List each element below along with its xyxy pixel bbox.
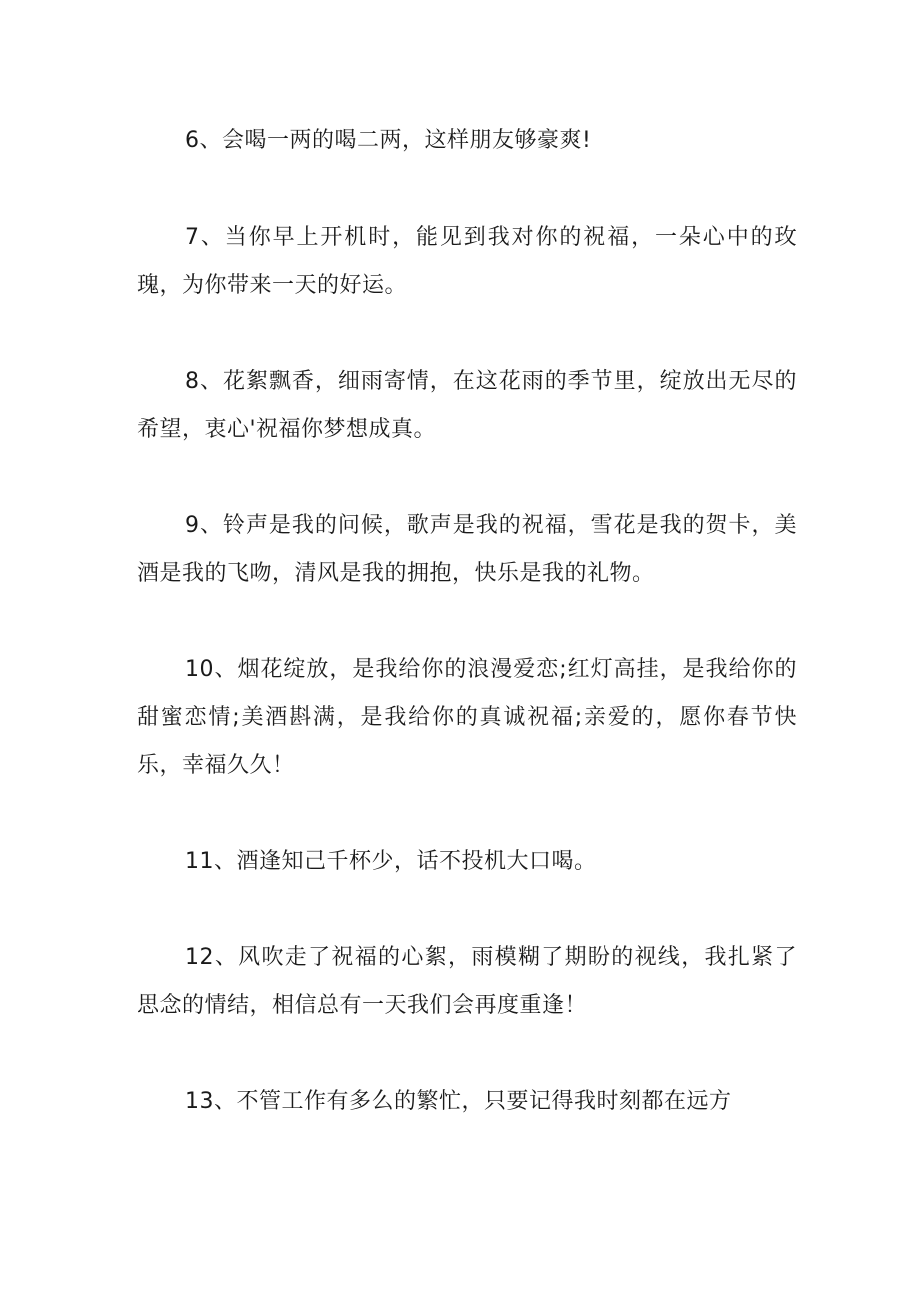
paragraph-7: 7、当你早上开机时，能见到我对你的祝福，一朵心中的玫瑰，为你带来一天的好运。	[137, 225, 797, 298]
paragraph-13: 13、不管工作有多么的繁忙，只要记得我时刻都在远方	[185, 1089, 732, 1114]
paragraph-10: 10、烟花绽放，是我给你的浪漫爱恋;红灯高挂，是我给你的甜蜜恋情;美酒斟满，是我给你的真诚祝福;亲爱的，愿你春节快乐，幸福久久！	[137, 657, 797, 778]
paragraph-8: 8、花絮飘香，细雨寄情，在这花雨的季节里，绽放出无尽的希望，衷心'祝福你梦想成真。	[137, 369, 797, 442]
paragraph-12: 12、风吹走了祝福的心絮，雨模糊了期盼的视线，我扎紧了思念的情结，相信总有一天我们会再度重逢！	[137, 945, 797, 1018]
paragraph-6: 6、会喝一两的喝二两，这样朋友够豪爽!	[185, 128, 592, 153]
paragraph-11: 11、酒逢知己千杯少，话不投机大口喝。	[185, 849, 597, 874]
paragraph-9: 9、铃声是我的问候，歌声是我的祝福，雪花是我的贺卡，美酒是我的飞吻，清风是我的拥抱，快乐是我的礼物。	[137, 513, 797, 586]
